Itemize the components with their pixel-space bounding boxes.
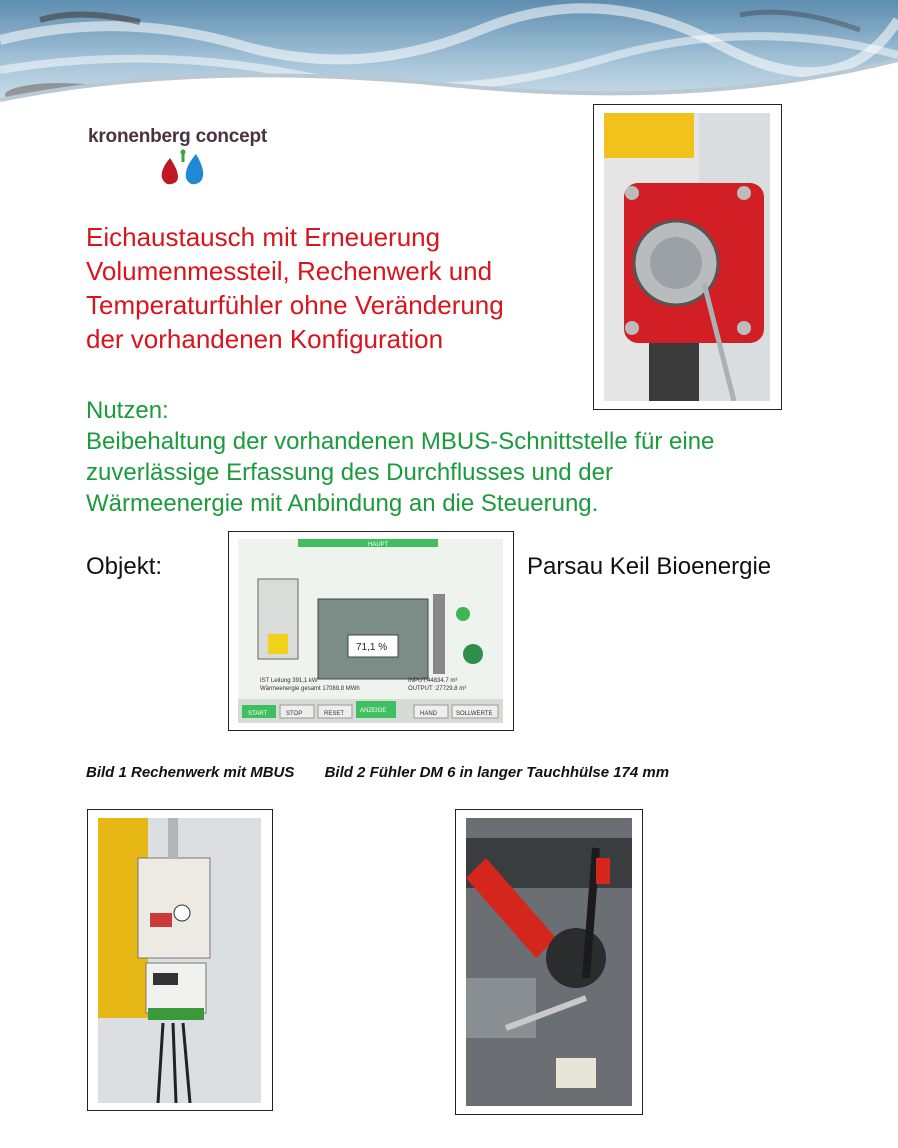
screen-input: INPUT:44834.7 m³ [408,678,458,684]
screen-btn-anzeige: ANZEIGE [360,708,387,714]
screen-btn-hand: HAND [420,711,438,717]
screen-btn-start: START [248,711,268,717]
title-line: Eichaustausch mit Erneuerung [86,222,441,252]
screen-btn-stop: STOP [286,711,303,717]
photo-captions [86,764,669,781]
caption-bild2: Bild 2 Fühler DM 6 in langer Tauchhülse 174 mm [324,764,670,781]
title-line: Volumenmessteil, Rechenwerk und [86,256,493,286]
object-name: Parsau Keil Bioenergie [527,553,772,580]
title-line: der vorhandenen Konfiguration [86,324,444,354]
company-logo [88,124,298,190]
screen-line1: IST Leitung 391,1 kW [260,678,318,684]
title-line: Temperaturfühler ohne Veränderung [86,290,504,320]
bild1-photo [87,809,273,1111]
screen-top-label: HAUPT [368,542,389,548]
screen-btn-sollwerte: SOLLWERTE [456,711,493,717]
benefit-line: zuverlässige Erfassung des Durchflusses und der [86,459,613,486]
screen-btn-reset: RESET [324,711,345,717]
screen-output: OUTPUT :27729.8 m³ [408,686,467,692]
logo-text: kronenberg concept [88,126,268,147]
page-title [86,220,586,356]
bild2-photo [455,809,643,1115]
benefit-line: Beibehaltung der vorhandenen MBUS-Schnittstelle für eine [86,428,715,455]
benefit-heading: Nutzen: [86,397,169,424]
benefit-line: Wärmeenergie mit Anbindung an die Steuerung. [86,490,599,517]
object-label: Objekt: [86,553,163,580]
screen-percent: 71,1 % [356,642,388,653]
benefit-section [86,395,886,519]
control-screen-photo [228,531,514,731]
caption-bild1: Bild 1 Rechenwerk mit MBUS [86,764,295,781]
drops-icon [150,148,214,188]
screen-line2: Wärmeenergie gesamt 17089.8 MWh [260,686,360,692]
flowmeter-photo [593,104,782,410]
